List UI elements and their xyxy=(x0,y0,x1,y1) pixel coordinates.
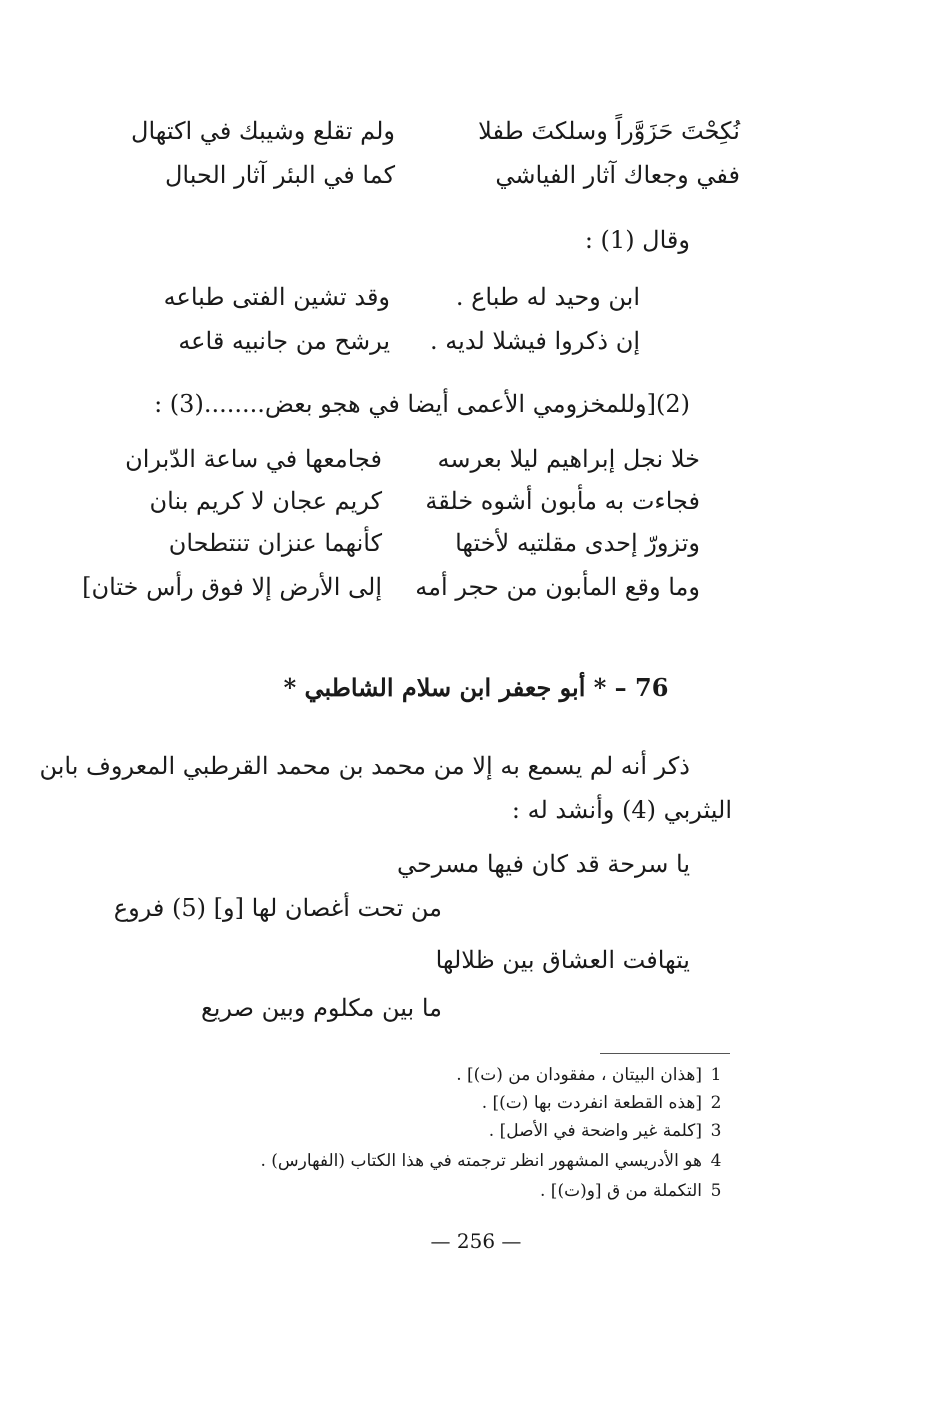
verse-line xyxy=(82,564,700,610)
footnote xyxy=(482,1090,730,1116)
footnote-text: [هذان البيتان ، مفقودان من (ت)] . xyxy=(456,1065,702,1085)
prose-line: ذكر أنه لم يسمع به إلا من محمد بن محمد القرطبي المعروف بابن xyxy=(39,752,690,780)
verse-first-hemistich: نُكِحْتَ حَزَوَّراً وسلكتَ طفلا xyxy=(478,117,740,145)
footnote-text: [هذه القطعة انفردت بها (ت)] . xyxy=(481,1093,702,1113)
verse-second-hemistich: كما في البئر آثار الحبال xyxy=(164,161,395,189)
poem-intro: (2)[وللمخزومي الأعمى أيضا في هجو بعض........(3) : xyxy=(154,390,690,418)
footnote-number: 4 xyxy=(710,1151,722,1171)
footnote-text: هو الأدريسي المشهور انظر ترجمته في هذا الكتاب (الفهارس) . xyxy=(260,1151,702,1171)
section-heading: 76 – * أبو جعفر ابن سلام الشاطبي * xyxy=(283,673,669,702)
footnote-number: 3 xyxy=(710,1121,722,1141)
verse-first-hemistich: وما وقع المأبون من حجر أمه xyxy=(415,573,700,601)
verse-line: من تحت أغصان لها [و] (5) فروع xyxy=(113,894,442,922)
page-number: — 256 — xyxy=(430,1229,522,1253)
footnote-separator xyxy=(600,1053,730,1054)
footnote-text: التكملة من ق [و(ت)] . xyxy=(540,1181,702,1201)
verse-second-hemistich: كأنهما عنزان تنتطحان xyxy=(168,529,382,557)
verse-first-hemistich: ففي وجعاك آثار الفياشي xyxy=(495,161,740,189)
verse-second-hemistich: ولم تقلع وشيبك في اكتهال xyxy=(131,117,395,145)
verse-line xyxy=(80,152,740,198)
verse-second-hemistich: إلى الأرض إلا فوق رأس ختان] xyxy=(82,573,382,601)
verse-line: ما بين مكلوم وبين صريع xyxy=(200,994,442,1022)
verse-line xyxy=(100,478,700,524)
poem-intro: وقال (1) : xyxy=(584,226,690,254)
footnote xyxy=(489,1118,730,1144)
verse-line xyxy=(100,436,700,482)
footnote-number: 1 xyxy=(710,1065,722,1085)
verse-first-hemistich: فجاءت به مأبون أشوه خلقة xyxy=(425,487,700,515)
footnote xyxy=(260,1148,730,1174)
verse-second-hemistich: كريم عجان لا كريم بنان xyxy=(149,487,382,515)
footnote-number: 5 xyxy=(710,1181,722,1201)
verse-line xyxy=(160,274,640,320)
verse-first-hemistich: ابن وحيد له طباع . xyxy=(455,283,640,311)
prose-line: اليثربي (4) وأنشد له : xyxy=(511,796,732,824)
verse-line xyxy=(160,318,640,364)
verse-first-hemistich: خلا نجل إبراهيم ليلا بعرسه xyxy=(437,445,700,473)
verse-line: يا سرحة قد كان فيها مسرحي xyxy=(396,850,690,878)
verse-line xyxy=(80,108,740,154)
verse-second-hemistich: يرشح من جانبيه قاعه xyxy=(178,327,390,355)
footnote-text: [كلمة غير واضحة في الأصل] . xyxy=(488,1121,702,1141)
verse-second-hemistich: فجامعها في ساعة الدّبران xyxy=(125,445,382,473)
verse-second-hemistich: وقد تشين الفتى طباعه xyxy=(163,283,390,311)
verse-first-hemistich: إن ذكروا فيشلا لديه . xyxy=(430,327,640,355)
footnote-number: 2 xyxy=(710,1093,722,1113)
verse-first-hemistich: وتزورّ إحدى مقلتيه لأختها xyxy=(455,529,700,557)
footnote xyxy=(456,1062,730,1088)
footnote xyxy=(540,1178,730,1204)
verse-line: يتهافت العشاق بين ظلالها xyxy=(435,946,690,974)
verse-line xyxy=(100,520,700,566)
